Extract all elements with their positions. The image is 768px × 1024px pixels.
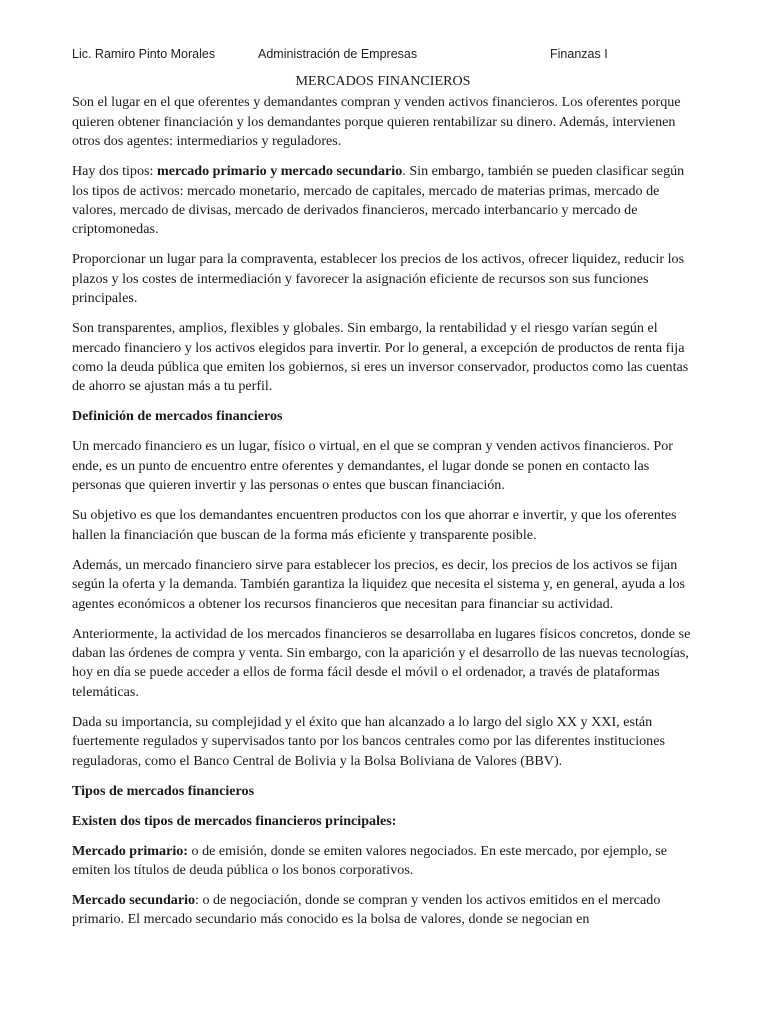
- paragraph-intro: Son el lugar en el que oferentes y demandantes compran y venden activos financieros. Los oferentes porque quieren obtener financiación y los demandantes porque quieren rentabilizar su dinero. Además, intervienen otros dos agentes: intermediarios y reguladores.: [72, 94, 681, 150]
- document-title: MERCADOS FINANCIEROS: [295, 73, 471, 89]
- paragraph-primary-market: [72, 842, 694, 881]
- primary-market-text: o de emisión, donde se emiten valores negociados. En este mercado, por ejemplo, se emiten los títulos de deuda pública o los bonos corporativos.: [72, 842, 668, 878]
- header-author: Lic. Ramiro Pinto Morales: [72, 47, 216, 61]
- paragraph-history: Anteriormente, la actividad de los mercados financieros se desarrollaba en lugares físicos concretos, donde se daban las órdenes de compra y venta. Sin embargo, con la aparición y el desarrollo de las nuevas tecnologías, hoy en día se puede acceder a ellos de forma fácil desde el móvil o el ordenador, a través de plataformas telemáticas.: [72, 625, 691, 700]
- heading-two-types: Existen dos tipos de mercados financieros principales:: [72, 812, 397, 829]
- paragraph-definition: Un mercado financiero es un lugar, físico o virtual, en el que se compran y venden activos financieros. Por ende, es un punto de encuentro entre oferentes y demandantes, el lugar donde se ponen en contacto las personas que quieren invertir y las personas o entes que buscan financiación.: [72, 438, 673, 494]
- paragraph-types-bold: mercado primario y mercado secundario: [156, 163, 403, 180]
- secondary-market-label: Mercado secundario: [72, 891, 196, 908]
- heading-types: Tipos de mercados financieros: [72, 782, 255, 799]
- paragraph-regulation: Dada su importancia, su complejidad y el éxito que han alcanzado a lo largo del siglo XX y XXI, están fuertemente regulados y supervisados tanto por los bancos centrales como por las diferentes instituciones reguladoras, como el Banco Central de Bolivia y la Bolsa Boliviana de Valores (BBV).: [72, 713, 665, 769]
- paragraph-functions: Proporcionar un lugar para la compraventa, establecer los precios de los activos, ofrecer liquidez, reducir los plazos y los costes de intermediación y favorecer la asignación eficiente de recursos son sus funciones principales.: [72, 251, 685, 307]
- page-header: [72, 47, 696, 65]
- secondary-market-text: : o de negociación, donde se compran y venden los activos emitidos en el mercado primario. El mercado secundario más conocido es la bolsa de valores, donde se negocian en: [72, 891, 661, 928]
- paragraph-secondary-market: [72, 891, 694, 930]
- header-course: Finanzas I: [550, 47, 608, 61]
- document-body: [72, 72, 694, 940]
- paragraph-types-post: . Sin embargo, también se pueden clasificar según los tipos de activos: mercado monetario, mercado de capitales, mercado de materias primas, mercado de valores, mercado de divisas, mercado de derivados financieros, mercado interbancario y mercado de criptomonedas.: [72, 163, 685, 238]
- paragraph-prices: Además, un mercado financiero sirve para establecer los precios, es decir, los precios de los activos se fijan según la oferta y la demanda. También garantiza la liquidez que necesita el sistema y, en general, ayuda a los agentes económicos a obtener los recursos financieros que necesitan para financiar su actividad.: [72, 556, 686, 612]
- primary-market-label: Mercado primario:: [72, 842, 188, 859]
- paragraph-types-pre: Hay dos tipos:: [72, 163, 157, 180]
- paragraph-types: [72, 162, 694, 240]
- paragraph-objective: Su objetivo es que los demandantes encuentren productos con los que ahorrar e invertir, y que los oferentes hallen la financiación que buscan de la forma más eficiente y transparente posible.: [72, 507, 677, 543]
- paragraph-characteristics: Son transparentes, amplios, flexibles y globales. Sin embargo, la rentabilidad y el riesgo varían según el mercado financiero y los activos elegidos para invertir. Por lo general, a excepción de productos de renta fija como la deuda pública que emiten los gobiernos, si eres un inversor conservador, productos como las cuentas de ahorro se ajustan más a tu perfil.: [72, 320, 689, 395]
- heading-definition: Definición de mercados financieros: [72, 408, 283, 425]
- header-subject: Administración de Empresas: [258, 47, 418, 61]
